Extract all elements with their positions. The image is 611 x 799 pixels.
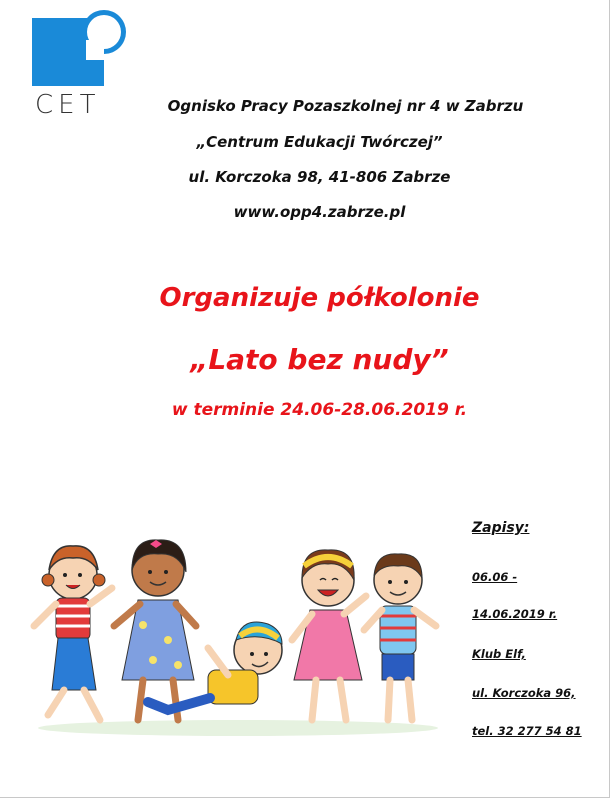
- signup-title: Zapisy:: [472, 520, 530, 536]
- school-name: Ognisko Pracy Pozaszkolnej nr 4 w Zabrzu: [167, 97, 524, 115]
- signup-place: Klub Elf,: [472, 647, 526, 661]
- center-name: „Centrum Edukacji Twórczej”: [196, 133, 443, 151]
- event-dates: w terminie 24.06-28.06.2019 r.: [171, 400, 468, 420]
- logo-text: CET: [35, 90, 101, 120]
- signup-phone: tel. 32 277 54 81: [472, 724, 582, 738]
- kid-girl-red: [34, 546, 112, 720]
- event-name: „Lato bez nudy”: [190, 343, 449, 376]
- signup-to: 14.06.2019 r.: [472, 607, 558, 621]
- school-address: ul. Korczoka 98, 41-806 Zabrze: [188, 168, 451, 186]
- kid-boy-striped: [364, 554, 436, 720]
- signup-from: 06.06 -: [472, 570, 518, 584]
- kid-girl-blue-dress: [114, 540, 196, 720]
- kid-girl-pink: [292, 550, 366, 720]
- signup-address: ul. Korczoka 96,: [472, 686, 576, 700]
- children-illustration: [28, 530, 448, 740]
- event-headline: Organizuje półkolonie: [159, 283, 480, 313]
- website-link[interactable]: www.opp4.zabrze.pl: [233, 203, 406, 221]
